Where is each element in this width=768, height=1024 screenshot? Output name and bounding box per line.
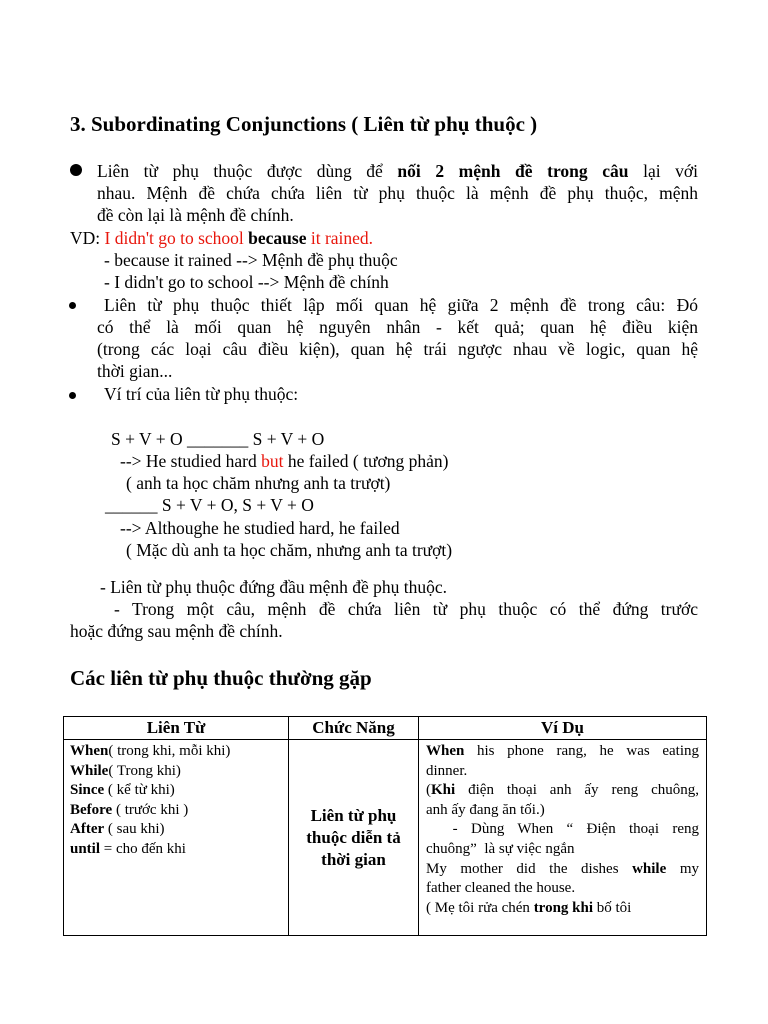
bullet-icon: [69, 302, 76, 309]
conjunction-item: [70, 781, 282, 801]
conjunction-word: While: [70, 762, 109, 779]
example-line: father cleaned the house.: [426, 880, 576, 897]
conjunction-meaning: ( kể từ khi): [104, 782, 175, 799]
header-lien-tu: Liên Từ: [64, 717, 289, 740]
table-header-row: [64, 717, 707, 740]
example-line: - Dùng When “ Điện thoại reng: [426, 821, 699, 838]
example1-line: [70, 227, 373, 249]
conjunction-table: [63, 716, 707, 936]
example-line: anh ấy đang ăn tối.): [426, 801, 545, 818]
formula2: ______ S + V + O, S + V + O: [105, 495, 314, 515]
conjunction-word: Since: [70, 782, 105, 799]
conjunction-meaning: ( Trong khi): [108, 762, 181, 779]
bullet1-text-a: Liên từ phụ thuộc được dùng để: [97, 161, 383, 181]
example-line: [426, 899, 699, 919]
example-line: [426, 742, 699, 762]
structure-example1: [120, 450, 448, 472]
table-title: Các liên từ phụ thuộc thường gặp: [70, 666, 372, 690]
example-text: his phone rang, he was eating: [464, 743, 699, 759]
structure-ex1-a: --> He studied hard: [120, 451, 257, 471]
note1: - Liên từ phụ thuộc đứng đầu mệnh đề phụ thuộc.: [100, 577, 448, 597]
conjunction-cell: [64, 740, 289, 936]
bullet2-line3: (trong các loại câu điều kiện), quan hệ trái ngược nhau về logic, quan hệ: [97, 339, 698, 359]
conjunction-meaning: ( sau khi): [104, 821, 165, 838]
table-row: [64, 740, 707, 936]
function-line: thuộc diễn tả: [306, 827, 401, 847]
example-text: My mother did the dishes: [426, 860, 633, 877]
note2-line1: - Trong một câu, mệnh đề chứa liên từ phụ thuộc có thể đứng trước: [114, 599, 698, 619]
header-vi-du: Ví Dụ: [419, 717, 707, 740]
example-text: ( Mẹ tôi rửa chén: [426, 899, 534, 916]
bullet3-text: Ví trí của liên từ phụ thuộc:: [104, 384, 299, 404]
bullet2-line1: Liên từ phụ thuộc thiết lập mối quan hệ giữa 2 mệnh đề trong câu: Đó: [104, 295, 698, 315]
example-bold: Khi: [431, 782, 456, 799]
example1-sub2: - I didn't go to school --> Mệnh đề chính: [104, 272, 389, 292]
formula1: S + V + O _______ S + V + O: [111, 429, 325, 449]
structure-example2: --> Althoughe he studied hard, he failed: [120, 518, 400, 538]
function-line: thời gian: [321, 849, 386, 869]
bullet-icon: [69, 392, 76, 399]
example-text: bố tôi: [593, 899, 632, 916]
bullet1-bold: nối 2 mệnh đề trong câu: [397, 161, 629, 181]
header-chuc-nang: Chức Năng: [289, 717, 419, 740]
example-line: [426, 781, 699, 801]
function-line: Liên từ phụ: [310, 805, 397, 825]
example1-bold: because: [248, 228, 307, 248]
bullet1-text-b: lại với: [643, 161, 699, 181]
structure-ex2-translation: ( Mặc dù anh ta học chăm, nhưng anh ta trượt): [126, 540, 453, 560]
structure-ex1-b: he failed ( tương phản): [287, 451, 449, 471]
example-line: [426, 860, 699, 880]
note2-line2: hoặc đứng sau mệnh đề chính.: [70, 621, 283, 641]
example-text: (: [426, 782, 431, 799]
conjunction-word: Before: [70, 801, 113, 818]
section-title: 3. Subordinating Conjunctions ( Liên từ phụ thuộc ): [70, 112, 538, 136]
example-cell: [419, 740, 707, 936]
conjunction-item: [70, 762, 282, 782]
conjunction-meaning: ( trong khi, mỗi khi): [108, 743, 231, 759]
bullet1-line2: nhau. Mệnh đề chứa chứa liên từ phụ thuộc là mệnh đề phụ thuộc, mệnh: [97, 183, 698, 203]
structure-ex1-red: but: [261, 451, 284, 471]
conjunction-meaning: = cho đến khi: [100, 840, 186, 857]
conjunction-item: [70, 840, 282, 860]
structure-ex1-translation: ( anh ta học chăm nhưng anh ta trượt): [126, 473, 391, 493]
conjunction-meaning: ( trước khi ): [112, 801, 189, 818]
example-bold: while: [632, 860, 667, 877]
conjunction-item: [70, 801, 282, 821]
example-text: my: [666, 860, 699, 877]
conjunction-word: After: [70, 821, 105, 838]
example-line: dinner.: [426, 762, 468, 779]
example-label: VD:: [70, 228, 101, 248]
conjunction-word: When: [70, 743, 109, 759]
example-line: chuông” là sự việc ngắn: [426, 840, 575, 857]
example1-red-a: I didn't go to school: [104, 228, 244, 248]
example-bold: When: [426, 743, 465, 759]
bullet1-line1: [97, 160, 698, 182]
bullet2-line2: có thể là mối quan hệ nguyên nhân - kết quả; quan hệ điều kiện: [97, 317, 698, 337]
conjunction-item: [70, 820, 282, 840]
example-bold: trong khi: [533, 899, 594, 916]
bullet2-line4: thời gian...: [97, 361, 173, 381]
conjunction-word: until: [70, 840, 101, 857]
bullet1-line3: đề còn lại là mệnh đề chính.: [97, 205, 294, 225]
example-text: điện thoại anh ấy reng chuông,: [455, 782, 699, 799]
example1-sub1: - because it rained --> Mệnh đề phụ thuộc: [104, 250, 398, 270]
example1-red-b: it rained.: [310, 228, 374, 248]
bullet-icon: [70, 164, 82, 176]
conjunction-item: [70, 742, 282, 762]
function-cell: [289, 740, 419, 936]
